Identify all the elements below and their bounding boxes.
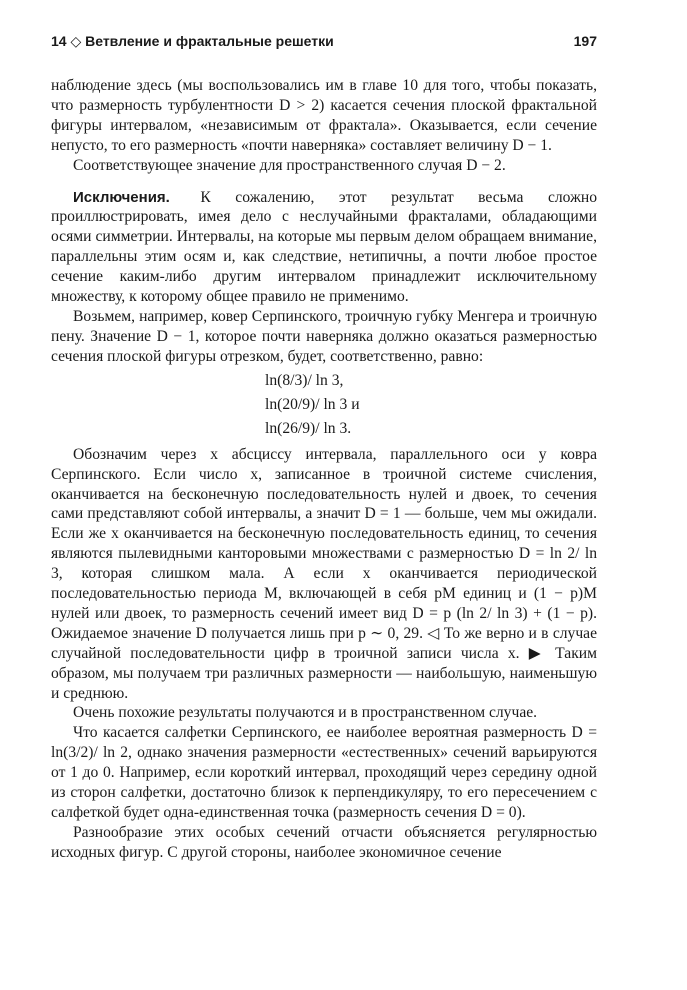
formula-line: ln(8/3)/ ln 3, xyxy=(265,371,344,389)
paragraph: Обозначим через x абсциссу интервала, параллельного оси y ковра Серпинского. Если число x, записанное в троичной системе счисления, оканчивается на бесконечную последовательность нулей и двоек, то сечения сами представляют собой интервалы, а значит D = 1 — больше, чем мы ожидали. Если же x оканчивается на бесконечную последовательность единиц, то сечения являются пылевидными канторовыми множествами с размерностью D = ln 2/ ln 3, которая слишком мала. А если x оканчивается периодической последовательностью периода M, включающей в себя pM единиц и (1 − p)M нулей или двоек, то размерность сечений имеет вид D = p (ln 2/ ln 3) + (1 − p). Ожидаемое значение D получается лишь при p ∼ 0, 29. ◁ То же верно и в случае случайной последовательности цифр в троичной записи числа x. ▶ Таким образом, мы получаем три различных размерности — наибольшую, наименьшую и среднюю. xyxy=(51,445,597,702)
formula-block xyxy=(51,369,597,441)
paragraph: наблюдение здесь (мы воспользовались им в главе 10 для того, чтобы показать, что размерность турбулентности D > 2) касается сечения плоской фрактальной фигуры интервалом, «независимым от фрактала». Оказывается, если сечение непусто, то его размерность «почти наверняка» составляет величину D − 1. xyxy=(51,77,597,154)
formula-line: ln(20/9)/ ln 3 и xyxy=(265,395,360,413)
paragraph: Очень похожие результаты получаются и в пространственном случае. xyxy=(73,704,538,722)
paragraph-exceptions: Исключения. К сожалению, этот результат весьма сложно проиллюстрировать, имея дело с неслучайными фракталами, обладающими осями симметрии. Интервалы, на которые мы первым делом обращаем внимание, параллельны этим осям и, как следствие, нетипичны, а почти любое простое сечение каким-либо другим интервалом принадлежит исключительному множеству, к которому общее правило не применимо. xyxy=(51,188,597,306)
runin-heading: Исключения. xyxy=(73,188,170,206)
page-body xyxy=(51,76,597,863)
paragraph: Разнообразие этих особых сечений отчасти объясняется регулярностью исходных фигур. С другой стороны, наиболее экономичное сечение xyxy=(51,823,597,861)
book-page xyxy=(51,0,597,990)
paragraph: Соответствующее значение для пространственного случая D − 2. xyxy=(73,156,506,174)
chapter-title: 14 ◇ Ветвление и фрактальные решетки xyxy=(51,33,334,49)
formula-line: ln(26/9)/ ln 3. xyxy=(265,419,352,437)
page-number: 197 xyxy=(573,33,597,49)
paragraph: Возьмем, например, ковер Серпинского, троичную губку Менгера и троичную пену. Значение D − 1, которое почти наверняка должно оказаться размерностью сечения плоской фигуры отрезком, будет, соответственно, равно: xyxy=(51,307,597,365)
running-head xyxy=(51,33,597,57)
paragraph: Что касается салфетки Серпинского, ее наиболее вероятная размерность D = ln(3/2)/ ln 2, однако значения размерности «естественных» сечений варьируются от 1 до 0. Например, если короткий интервал, проходящий через середину одной из сторон салфетки, достаточно близок к перпендикуляру, то его пересечением с салфеткой будет одна-единственная точка (размерность сечения D = 0). xyxy=(51,724,597,821)
